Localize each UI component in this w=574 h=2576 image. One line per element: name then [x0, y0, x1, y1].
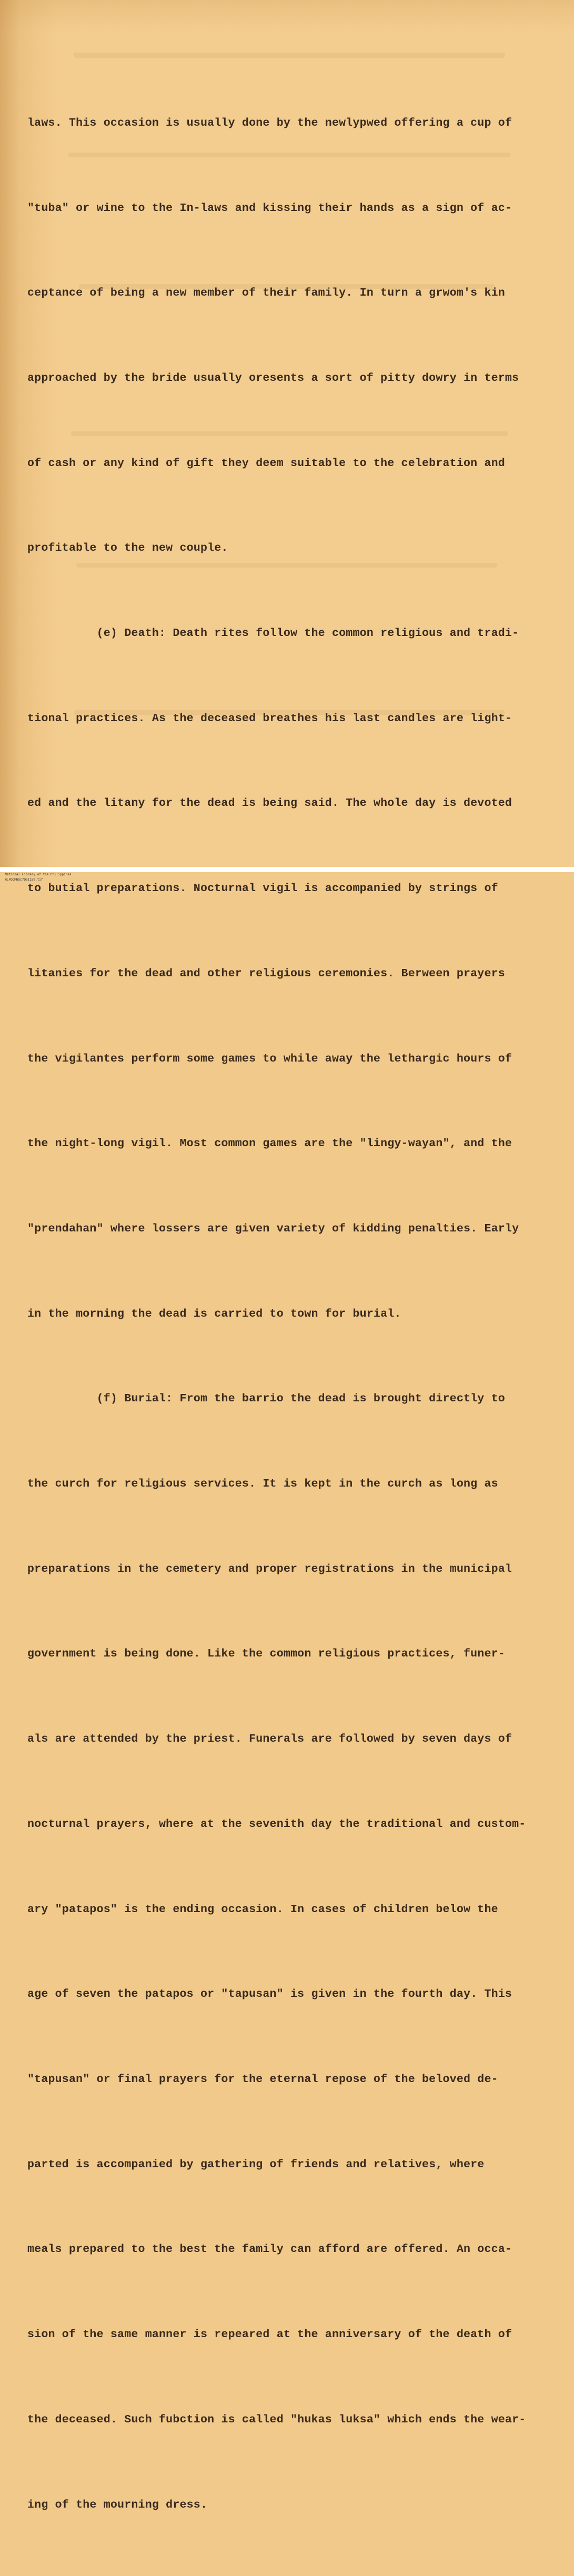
library-credit: National Library of the Philippines — [5, 873, 72, 876]
text-line: meals prepared to the best the family can afford are offered. An occa- — [27, 2243, 512, 2256]
text-line: "prendahan" where lossers are given variety of kidding penalties. Early — [27, 1222, 519, 1235]
text-line: sion of the same manner is repeared at the anniversary of the death of — [27, 2328, 512, 2341]
text-line: in the morning the dead is carried to town for burial. — [27, 1307, 401, 1320]
section-f-burial-heading: (f) Burial: From the barrio the dead is brought directly to — [27, 1392, 505, 1406]
file-id: HLPOOMHSC7Q51159.tif — [5, 878, 43, 882]
text-line: ed and the litany for the dead is being said. The whole day is devoted — [27, 797, 512, 810]
text-line: "tapusan" or final prayers for the eternal repose of the beloved de- — [27, 2073, 498, 2086]
text-line: profitable to the new couple. — [27, 542, 228, 555]
text-line: tional practices. As the deceased breathes his last candles are light- — [27, 712, 512, 725]
text-line: the deceased. Such fubction is called "hukas luksa" which ends the wear- — [27, 2413, 526, 2426]
text-line: the vigilantes perform some games to while away the lethargic hours of — [27, 1052, 512, 1065]
text-line: age of seven the patapos or "tapusan" is given in the fourth day. This — [27, 1988, 512, 2001]
scan-footer — [0, 867, 574, 882]
text-line: the curch for religious services. It is kept in the curch as long as — [27, 1478, 498, 1491]
section-e-death-heading: (e) Death: Death rites follow the common religious and tradi- — [27, 627, 519, 640]
text-line: nocturnal prayers, where at the sevenith day the traditional and custom- — [27, 1817, 526, 1831]
text-line: of cash or any kind of gift they deem suitable to the celebration and — [27, 457, 505, 470]
text-line: als are attended by the priest. Funerals are followed by seven days of — [27, 1733, 512, 1746]
typed-text-body — [27, 53, 532, 2576]
text-line: approached by the bride usually oresents a sort of pitty dowry in terms — [27, 371, 519, 385]
text-line: laws. This occasion is usually done by the newlypwed offering a cup of — [27, 116, 512, 129]
text-line: the night-long vigil. Most common games are the "lingy-wayan", and the — [27, 1137, 512, 1150]
text-line: "tuba" or wine to the In-laws and kissing their hands as a sign of ac- — [27, 201, 512, 215]
text-line: ceptance of being a new member of their family. In turn a grwom's kin — [27, 287, 505, 300]
text-line: to butial preparations. Nocturnal vigil is accompanied by strings of — [27, 882, 498, 895]
text-line: litanies for the dead and other religious ceremonies. Berween prayers — [27, 967, 505, 980]
text-line: government is being done. Like the common religious practices, funer- — [27, 1648, 505, 1661]
text-line: ary "patapos" is the ending occasion. In cases of children below the — [27, 1903, 498, 1916]
text-line: preparations in the cemetery and proper registrations in the municipal — [27, 1562, 512, 1575]
text-line: ing of the mourning dress. — [27, 2498, 208, 2511]
text-line: parted is accompanied by gathering of friends and relatives, where — [27, 2158, 485, 2171]
